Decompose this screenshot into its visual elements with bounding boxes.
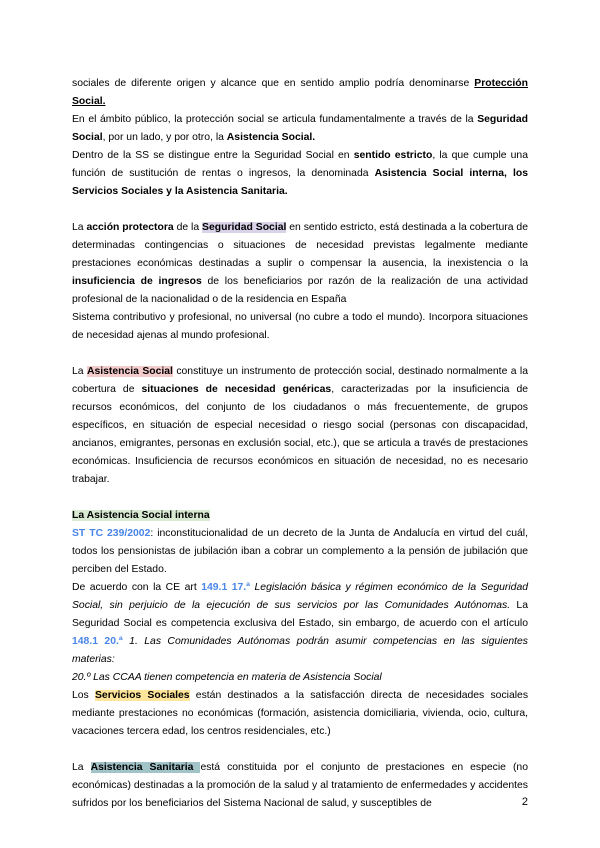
page-number: 2 — [521, 796, 528, 808]
paragraph-ce-art: De acuerdo con la CE art 149.1 17.ª Legislación básica y régimen económico de la Seguridad Social, sin perjuicio de la ejecución de sus servicios por las Comunidades Autónomas. La Seguridad Social es competencia exclusiva del Estado, sin embargo, de acuerdo con el artículo 148.1 20.ª 1. Las Comunidades Autónomas podrán asumir competencias en las siguientes materias: — [72, 582, 529, 665]
section-heading — [72, 507, 528, 525]
paragraph-proteccion-social: sociales de diferente origen y alcance que en sentido amplio podría denominarse Protección Social. — [72, 78, 528, 107]
paragraph-ccaa: 20.º Las CCAA tienen competencia en materia de Asistencia Social — [72, 672, 382, 683]
highlight-asistencia-sanitaria: Asistencia Sanitaria — [90, 762, 201, 773]
link-art-148[interactable]: 148.1 20.ª — [72, 636, 123, 647]
highlight-asistencia-social: Asistencia Social — [86, 366, 173, 377]
link-st-tc[interactable]: ST TC 239/2002 — [72, 528, 151, 539]
highlight-seguridad-social: Seguridad Social — [202, 222, 287, 233]
term-sentido-estricto: sentido estricto — [353, 150, 433, 161]
paragraph-asistencia-sanitaria: La Asistencia Sanitaria está constituida por el conjunto de prestaciones en especie (no económicas) destinadas a la promoción de la salud y al tratamiento de enfermedades y accidentes sufridos por los beneficiarios del Sistema Nacional de salud, y susceptibles de — [72, 762, 528, 809]
spacer — [72, 489, 528, 507]
paragraph-st-tc: ST TC 239/2002: inconstitucionalidad de un decreto de la Junta de Andalucía en virtud del cuál, todos los pensionistas de jubilación iban a cobrar un complemento a la pensión de jubilación que perciben del Estado. — [72, 528, 528, 575]
spacer — [72, 345, 528, 363]
paragraph-servicios-sociales: Los Servicios Sociales están destinados a la satisfacción directa de necesidades sociales mediante prestaciones no económicas (formación, asistencia domiciliaria, vivienda, ocio, cultura, vacaciones tercera edad, los centros residenciales, etc.) — [72, 690, 529, 737]
term-proteccion-social: Protección Social. — [72, 78, 528, 107]
link-art-149[interactable]: 149.1 17.ª — [201, 582, 251, 593]
paragraph-sistema-contributivo: Sistema contributivo y profesional, no universal (no cubre a todo el mundo). Incorpora situaciones de necesidad ajenas al mundo profesional. — [72, 312, 528, 341]
term-asistencia-social: Asistencia Social. — [226, 132, 316, 143]
paragraph-accion-protectora: La acción protectora de la Seguridad Social en sentido estricto, está destinada a la cobertura de determinadas contingencias o situaciones de necesidad previstas legalmente mediante prestaciones económicas destinadas a suplir o compensar la ausencia, la inexistencia o la insuficiencia de ingresos de los beneficiarios por razón de la realización de una actividad profesional de la nacionalidad o de la residencia en España — [72, 222, 528, 305]
paragraph-asistencia-social: La Asistencia Social constituye un instrumento de protección social, destinado normalmente a la cobertura de situaciones de necesidad genéricas, caracterizadas por la insuficiencia de recursos económicos, del conjunto de los ciudadanos o más frecuentemente, de grupos específicos, en situación de especial necesidad o riesgo social (personas con discapacidad, ancianos, emigrantes, personas en exclusión social, etc.), que se articula a través de prestaciones económicas. Insuficiencia de recursos económicos en situación de necesidad, no es necesario trabajar. — [72, 366, 529, 485]
term-asistencia-social-interna: Asistencia Social interna, los Servicios Sociales y la Asistencia Sanitaria. — [72, 168, 529, 197]
paragraph-ambito-publico: En el ámbito público, la protección social se articula fundamentalmente a través de la Seguridad Social, por un lado, y por otro, la Asistencia Social. — [72, 114, 528, 143]
highlight-servicios-sociales: Servicios Sociales — [94, 690, 190, 701]
spacer — [72, 201, 528, 219]
heading-asistencia-social-interna: La Asistencia Social interna — [72, 510, 210, 521]
spacer — [72, 741, 528, 759]
term-insuficiencia-ingresos: insuficiencia de ingresos — [72, 276, 202, 287]
term-accion-protectora: acción protectora — [86, 222, 174, 233]
term-seguridad-social: Seguridad Social — [72, 114, 528, 143]
term-situaciones-necesidad: situaciones de necesidad genéricas — [141, 384, 332, 395]
paragraph-dentro-ss: Dentro de la SS se distingue entre la Seguridad Social en sentido estricto, la que cumple una función de sustitución de rentas o ingresos, la denominada Asistencia Social interna, los Servicios Sociales y la Asistencia Sanitaria. — [72, 150, 529, 197]
